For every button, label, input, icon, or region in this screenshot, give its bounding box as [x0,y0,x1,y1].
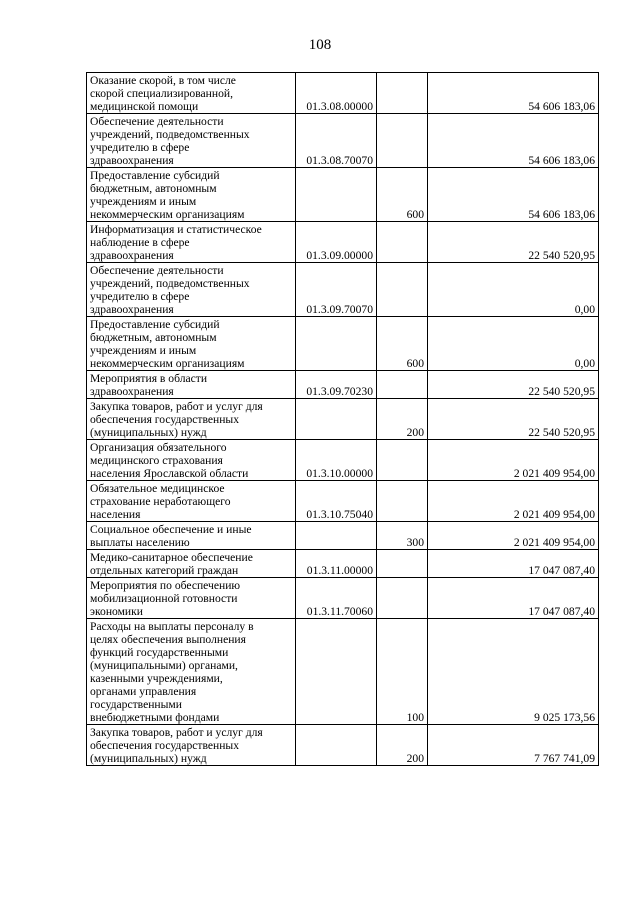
table-row [87,440,599,481]
row-code-cell: 01.3.09.70230 [296,371,377,399]
table-row [87,222,599,263]
row-amount-cell: 22 540 520,95 [428,371,599,399]
table-row [87,73,599,114]
row-amount-cell: 17 047 087,40 [428,550,599,578]
row-code-cell [296,522,377,550]
row-amount-cell: 7 767 741,09 [428,725,599,766]
row-type-cell: 300 [377,522,428,550]
row-amount-cell: 54 606 183,06 [428,114,599,168]
row-name-cell: Социальное обеспечение и иные выплаты населению [87,522,296,550]
row-type-cell: 600 [377,317,428,371]
budget-table [86,72,599,766]
table-row [87,619,599,725]
row-amount-cell: 22 540 520,95 [428,222,599,263]
row-name-cell: Предоставление субсидий бюджетным, автономным учреждениям и иным некоммерческим организациям [87,317,296,371]
row-amount-cell: 2 021 409 954,00 [428,522,599,550]
row-code-cell [296,168,377,222]
row-amount-cell: 17 047 087,40 [428,578,599,619]
row-name-cell: Обеспечение деятельности учреждений, подведомственных учредителю в сфере здравоохранения [87,114,296,168]
row-code-cell: 01.3.08.00000 [296,73,377,114]
row-name-cell: Расходы на выплаты персоналу в целях обеспечения выполнения функций государственными (муниципальными) органами, казенными учреждениями, органами управления государственными внебюджетными фондами [87,619,296,725]
row-type-cell: 600 [377,168,428,222]
table-row [87,481,599,522]
row-code-cell [296,725,377,766]
table-row [87,522,599,550]
table-row [87,263,599,317]
row-amount-cell: 54 606 183,06 [428,73,599,114]
row-name-cell: Медико-санитарное обеспечение отдельных категорий граждан [87,550,296,578]
row-code-cell: 01.3.08.70070 [296,114,377,168]
row-type-cell [377,440,428,481]
table-row [87,550,599,578]
row-code-cell: 01.3.11.00000 [296,550,377,578]
budget-table-body [87,73,599,766]
row-code-cell [296,317,377,371]
row-amount-cell: 9 025 173,56 [428,619,599,725]
row-code-cell [296,399,377,440]
row-code-cell: 01.3.09.70070 [296,263,377,317]
row-code-cell: 01.3.10.00000 [296,440,377,481]
row-type-cell [377,114,428,168]
row-amount-cell: 54 606 183,06 [428,168,599,222]
row-amount-cell: 0,00 [428,263,599,317]
row-code-cell: 01.3.10.75040 [296,481,377,522]
row-amount-cell: 2 021 409 954,00 [428,440,599,481]
row-name-cell: Обеспечение деятельности учреждений, подведомственных учредителю в сфере здравоохранения [87,263,296,317]
row-type-cell [377,263,428,317]
row-type-cell: 200 [377,399,428,440]
row-name-cell: Закупка товаров, работ и услуг для обеспечения государственных (муниципальных) нужд [87,399,296,440]
row-name-cell: Мероприятия в области здравоохранения [87,371,296,399]
table-row [87,317,599,371]
row-type-cell: 100 [377,619,428,725]
row-amount-cell: 2 021 409 954,00 [428,481,599,522]
page-number: 108 [308,37,332,53]
table-row [87,725,599,766]
row-code-cell [296,619,377,725]
table-row [87,168,599,222]
row-amount-cell: 22 540 520,95 [428,399,599,440]
row-name-cell: Обязательное медицинское страхование неработающего населения [87,481,296,522]
row-type-cell [377,550,428,578]
table-row [87,578,599,619]
row-name-cell: Закупка товаров, работ и услуг для обеспечения государственных (муниципальных) нужд [87,725,296,766]
row-type-cell [377,481,428,522]
table-row [87,371,599,399]
row-name-cell: Организация обязательного медицинского страхования населения Ярославской области [87,440,296,481]
table-row [87,399,599,440]
row-code-cell: 01.3.09.00000 [296,222,377,263]
row-type-cell [377,222,428,263]
row-type-cell [377,73,428,114]
row-type-cell [377,371,428,399]
row-name-cell: Мероприятия по обеспечению мобилизационной готовности экономики [87,578,296,619]
row-name-cell: Предоставление субсидий бюджетным, автономным учреждениям и иным некоммерческим организациям [87,168,296,222]
row-type-cell [377,578,428,619]
row-name-cell: Оказание скорой, в том числе скорой специализированной, медицинской помощи [87,73,296,114]
table-row [87,114,599,168]
row-name-cell: Информатизация и статистическое наблюдение в сфере здравоохранения [87,222,296,263]
row-code-cell: 01.3.11.70060 [296,578,377,619]
row-type-cell: 200 [377,725,428,766]
row-amount-cell: 0,00 [428,317,599,371]
